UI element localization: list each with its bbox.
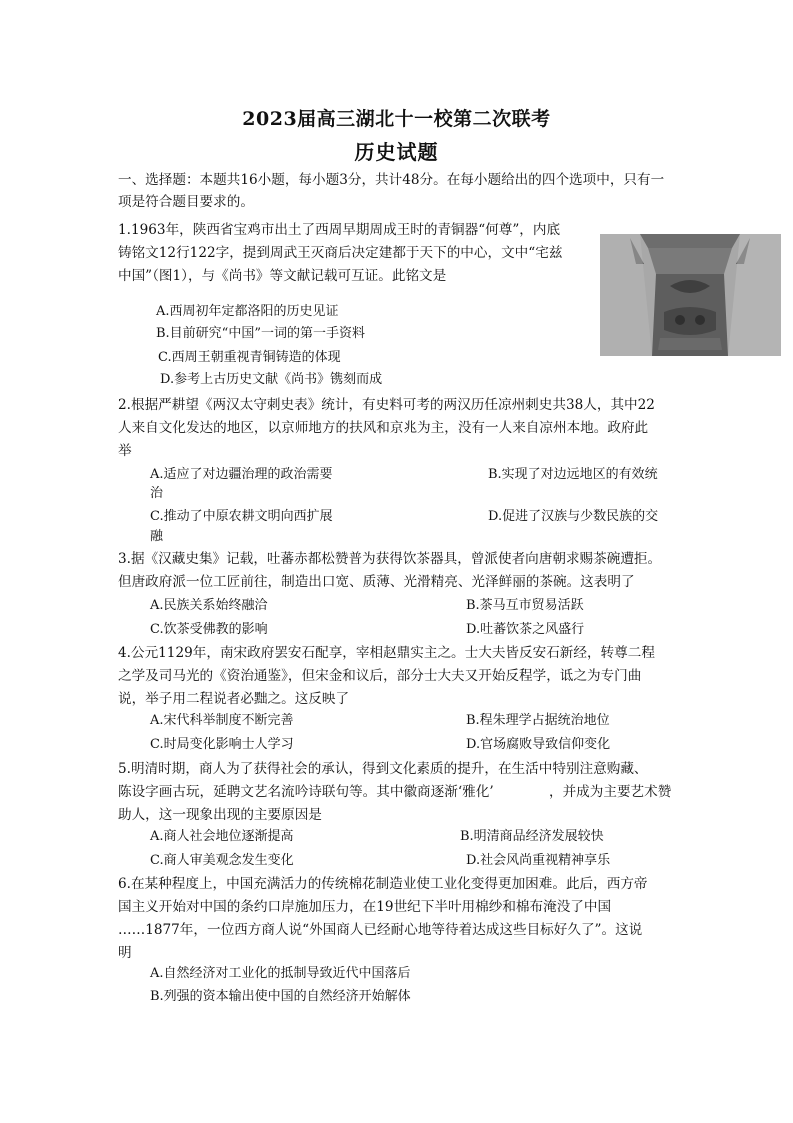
q1-option-b: B.目前研究“中国”一词的第一手资料 xyxy=(156,326,365,341)
q6-stem-line-3: ……1877年，一位西方商人说“外国商人已经耐心地等待着达成这些目标好久了”。这说 xyxy=(118,922,643,938)
exam-title: 2023届高三湖北十一校第二次联考 xyxy=(242,108,551,130)
q1-stem-line-1: 1.1963年，陕西省宝鸡市出土了西周早期周成王时的青铜器“何尊”，内底 xyxy=(118,222,561,238)
q5-stem-line-2: 陈设字画古玩，延聘文艺名流吟诗联句等。其中徽商逐渐‘雅化’ xyxy=(118,784,494,800)
q2-option-b: B.实现了对边远地区的有效统 xyxy=(488,467,658,482)
q3-option-a: A.民族关系始终融洽 xyxy=(150,598,268,613)
q5-stem-line-1: 5.明清时期，商人为了获得社会的承认，得到文化素质的提升，在生活中特别注意购藏、 xyxy=(118,761,648,777)
q4-stem-line-3: 说，举子用二程说者必黜之。这反映了 xyxy=(118,691,350,707)
q2-option-a: A.适应了对边疆治理的政治需要 xyxy=(150,467,333,482)
q3-stem-line-1: 3.据《汉藏史集》记载，吐蕃赤都松赞普为获得饮茶器具，曾派使者向唐朝求赐茶碗遭拒。 xyxy=(118,551,662,567)
q5-option-c: C.商人审美观念发生变化 xyxy=(150,853,294,868)
q6-stem-line-2: 国主义开始对中国的条约口岸施加压力，在19世纪下半叶用棉纱和棉布淹没了中国 xyxy=(118,899,612,915)
q1-stem-line-2: 铸铭文12行122字，提到周武王灭商后决定建都于天下的中心，文中“宅兹 xyxy=(118,245,563,261)
q6-stem-line-4: 明 xyxy=(118,945,132,961)
section-intro-line-1: 一、选择题：本题共16小题，每小题3分，共计48分。在每小题给出的四个选项中，只有一 xyxy=(118,172,665,188)
q5-option-b: B.明清商品经济发展较快 xyxy=(460,829,604,844)
q1-option-c: C.西周王朝重视青铜铸造的体现 xyxy=(158,350,341,365)
q2-stem-line-2: 人来自文化发达的地区，以京师地方的扶风和京兆为主，没有一人来自凉州本地。政府此 xyxy=(118,420,649,436)
q4-option-b: B.程朱理学占据统治地位 xyxy=(466,713,610,728)
q5-stem-line-2-tail: ，并成为主要艺术赞 xyxy=(549,784,672,800)
q2-option-c-wrap: 融 xyxy=(150,529,164,544)
q2-stem-line-1: 2.根据严耕望《两汉太守刺史表》统计，有史料可考的两汉历任凉州刺史共38人，其中22 xyxy=(118,397,655,413)
q6-stem-line-1: 6.在某种程度上，中国充满活力的传统棉花制造业使工业化变得更加困难。此后，西方帝 xyxy=(118,876,648,892)
q4-option-d: D.官场腐败导致信仰变化 xyxy=(466,737,611,752)
q2-option-d: D.促进了汉族与少数民族的交 xyxy=(488,509,659,524)
q5-option-a: A.商人社会地位逐渐提高 xyxy=(150,829,294,844)
q4-stem-line-1: 4.公元1129年，南宋政府罢安石配享，宰相赵鼎实主之。士大夫皆反安石新经，转尊二程 xyxy=(118,645,655,661)
q3-stem-line-2: 但唐政府派一位工匠前往，制造出口宽、质薄、光滑精亮、光泽鲜丽的茶碗。这表明了 xyxy=(118,574,635,590)
q6-option-b: B.列强的资本输出使中国的自然经济开始解体 xyxy=(150,989,411,1004)
q2-option-a-wrap: 治 xyxy=(150,486,164,501)
q4-option-c: C.时局变化影响士人学习 xyxy=(150,737,294,752)
q3-option-c: C.饮茶受佛教的影响 xyxy=(150,622,268,637)
q3-option-b: B.茶马互市贸易活跃 xyxy=(466,598,584,613)
q4-stem-line-2: 之学及司马光的《资治通鉴》，但宋金和议后，部分士大夫又开始反程学，诋之为专门曲 xyxy=(118,668,642,684)
q2-option-c: C.推动了中原农耕文明向西扩展 xyxy=(150,509,333,524)
section-intro-line-2: 项是符合题目要求的。 xyxy=(118,194,254,210)
q5-option-d: D.社会风尚重视精神享乐 xyxy=(466,853,611,868)
bronze-vessel-icon xyxy=(600,234,781,356)
q2-stem-line-3: 举 xyxy=(118,443,132,459)
q1-option-a: A.西周初年定都洛阳的历史见证 xyxy=(156,304,339,319)
q1-stem-line-3: 中国”（图1），与《尚书》等文献记载可互证。此铭文是 xyxy=(118,268,447,284)
q3-option-d: D.吐蕃饮茶之风盛行 xyxy=(466,622,585,637)
bronze-vessel-image xyxy=(600,234,781,356)
q6-option-a: A.自然经济对工业化的抵制导致近代中国落后 xyxy=(150,966,411,981)
q5-stem-line-3: 助人，这一现象出现的主要原因是 xyxy=(118,807,322,823)
exam-subject: 历史试题 xyxy=(354,140,439,164)
q4-option-a: A.宋代科举制度不断完善 xyxy=(150,713,294,728)
q1-option-d: D.参考上古历史文献《尚书》镌刻而成 xyxy=(160,372,383,387)
